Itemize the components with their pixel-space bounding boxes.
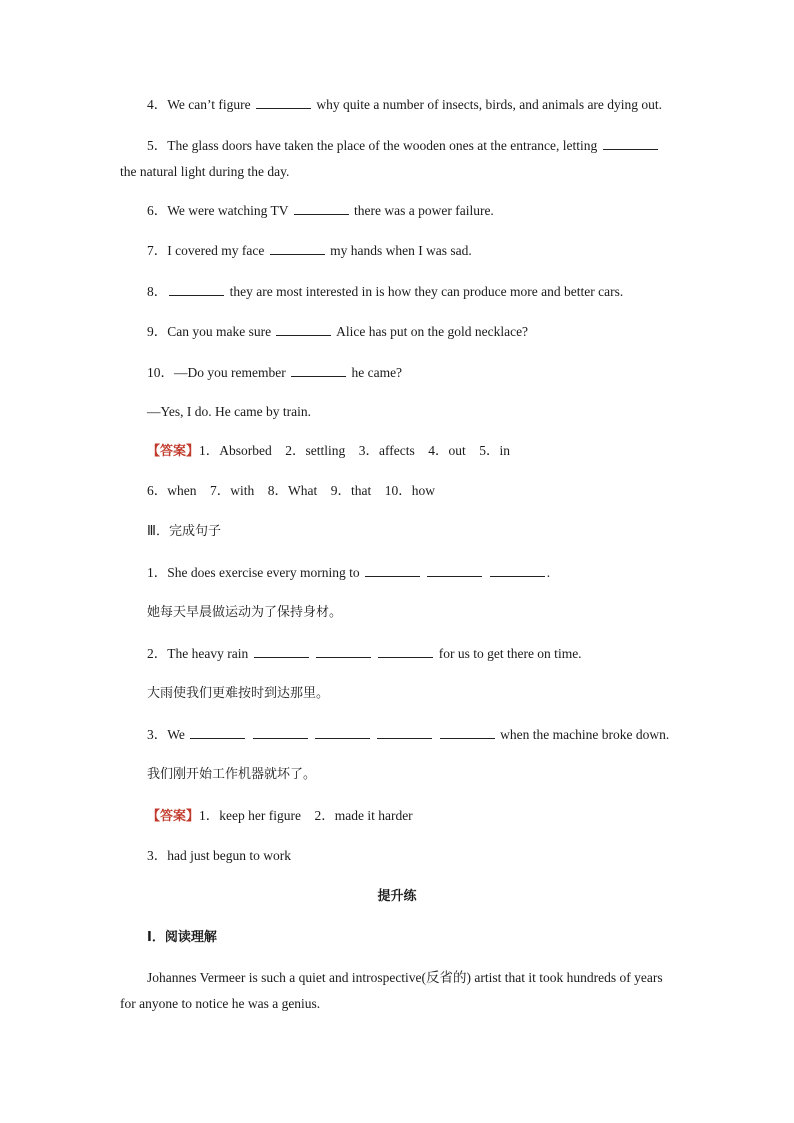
question-text: She does exercise every morning to	[167, 565, 360, 580]
answer-blank[interactable]	[377, 726, 432, 739]
question-text: —Do you remember	[174, 365, 286, 380]
sentence-3-chinese: 我们刚开始工作机器就坏了。	[147, 767, 317, 782]
section-heading: Ⅲ．完成句子	[147, 524, 221, 539]
question-number: 10．	[147, 365, 174, 380]
answer-blank[interactable]	[294, 202, 349, 215]
question-5	[147, 137, 660, 155]
answer-blank[interactable]	[440, 726, 495, 739]
question-text: We can’t figure	[167, 97, 251, 112]
answer-tag: 【答案】	[147, 809, 200, 824]
question-text: my hands when I was sad.	[330, 243, 472, 258]
question-text: they are most interested in is how they can produce more and better cars.	[229, 284, 624, 299]
sentence-2	[147, 645, 582, 663]
question-7	[147, 242, 472, 260]
answer-blank[interactable]	[365, 564, 420, 577]
answer-blank[interactable]	[378, 645, 433, 658]
question-text: We were watching TV	[167, 203, 289, 218]
answer-blank[interactable]	[190, 726, 245, 739]
section-heading: Ⅰ．阅读理解	[147, 930, 217, 945]
sentence-3	[147, 726, 669, 744]
answer-blank[interactable]	[427, 564, 482, 577]
question-text: Alice has put on the gold necklace?	[336, 324, 529, 339]
question-text: why quite a number of insects, birds, and animals are dying out.	[316, 97, 663, 112]
question-10-reply: —Yes, I do. He came by train.	[147, 404, 311, 419]
answer-blank[interactable]	[256, 96, 311, 109]
question-8	[147, 283, 623, 301]
question-number: 3．	[147, 727, 168, 742]
question-text: he came?	[351, 365, 403, 380]
question-text: The glass doors have taken the place of the wooden ones at the entrance, letting	[167, 138, 598, 153]
question-text: The heavy rain	[167, 646, 249, 661]
question-number: 8．	[147, 284, 168, 299]
question-5-continued: the natural light during the day.	[120, 164, 290, 179]
question-9	[147, 323, 528, 341]
answer-blank[interactable]	[254, 645, 309, 658]
question-4	[147, 96, 662, 114]
passage-line-2: for anyone to notice he was a genius.	[120, 996, 321, 1011]
sentence-2-chinese: 大雨使我们更难按时到达那里。	[147, 686, 330, 701]
answer-blank[interactable]	[253, 726, 308, 739]
answer-blank[interactable]	[291, 364, 346, 377]
answer-key-1-line-2: 6．when 7．with 8．What 9．that 10．how	[147, 483, 435, 498]
passage-line-1: Johannes Vermeer is such a quiet and introspective(反省的) artist that it took hundreds of years	[147, 970, 663, 985]
question-10	[147, 364, 402, 382]
practice-heading: 提升练	[377, 889, 417, 904]
question-number: 5．	[147, 138, 168, 153]
answer-blank[interactable]	[490, 564, 545, 577]
answer-blank[interactable]	[169, 283, 224, 296]
question-text: We	[167, 727, 185, 742]
question-number: 4．	[147, 97, 168, 112]
answer-blank[interactable]	[276, 323, 331, 336]
question-text: when the machine broke down.	[500, 727, 670, 742]
question-number: 2．	[147, 646, 168, 661]
answer-key-1	[147, 442, 510, 461]
answer-text: 1．Absorbed 2．settling 3．affects 4．out 5．in	[199, 443, 510, 458]
answer-blank[interactable]	[270, 242, 325, 255]
sentence-1-chinese: 她每天早晨做运动为了保持身材。	[147, 605, 343, 620]
question-number: 7．	[147, 243, 168, 258]
sentence-1	[147, 564, 550, 582]
question-text: .	[546, 565, 551, 580]
answer-blank[interactable]	[315, 726, 370, 739]
answer-key-2	[147, 807, 413, 826]
question-text: Can you make sure	[167, 324, 272, 339]
question-text: there was a power failure.	[354, 203, 494, 218]
answer-blank[interactable]	[603, 137, 658, 150]
answer-tag: 【答案】	[147, 444, 200, 459]
question-text: for us to get there on time.	[438, 646, 582, 661]
question-text: I covered my face	[167, 243, 265, 258]
answer-text: 1．keep her figure 2．made it harder	[199, 808, 413, 823]
question-number: 6．	[147, 203, 168, 218]
question-6	[147, 202, 494, 220]
question-number: 9．	[147, 324, 168, 339]
question-number: 1．	[147, 565, 168, 580]
answer-blank[interactable]	[316, 645, 371, 658]
answer-key-2-line-2: 3．had just begun to work	[147, 848, 291, 863]
